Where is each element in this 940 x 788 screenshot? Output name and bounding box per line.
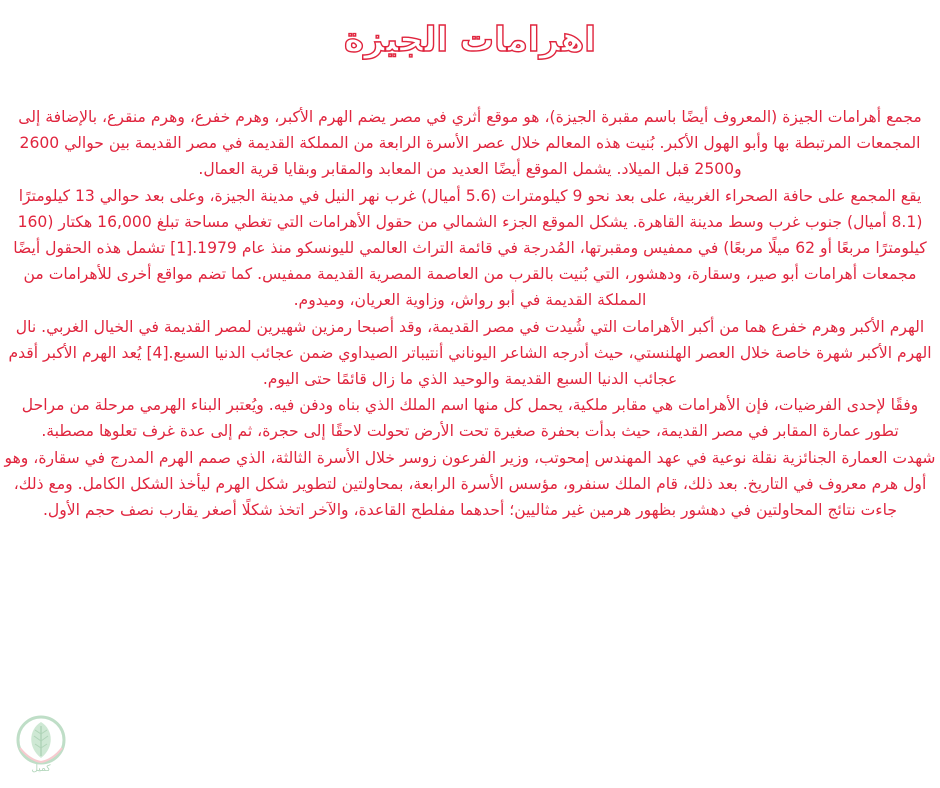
paragraph-great-pyramid: الهرم الأكبر وهرم خفرع هما من أكبر الأهرامات التي شُيدت في مصر القديمة، وقد أصبحا رمزين شهيرين لمصر القديمة في الخيال الغربي. نال الهرم الأكبر شهرة خاصة خلال العصر الهلنستي، حيث أدرجه الشاعر اليوناني أنتيباتر الصيداوي ضمن عجائب الدنيا السبع.[4] يُعد الهرم الأكبر أقدم عجائب الدنيا السبع القديمة والوحيد الذي ما زال قائمًا حتى اليوم. [8,317,932,389]
paragraph-location: يقع المجمع على حافة الصحراء الغربية، على بعد نحو 9 كيلومترات (5.6 أميال) غرب نهر النيل في مدينة الجيزة، وعلى بعد حوالي 13 كيلومترًا (8.1 أميال) جنوب غرب وسط مدينة القاهرة. يشكل الموقع الجزء الشمالي من حقول الأهرامات التي تغطي مساحة تبلغ 16,000 هكتار (160 كيلومترًا مربعًا أو 62 ميلًا مربعًا) في ممفيس ومقبرتها، المُدرجة في قائمة التراث العالمي لليونسكو منذ عام 1979.[1] تشمل هذه الحقول أيضًا مجمعات أهرامات أبو صير، وسقارة، ودهشور، التي بُنيت بالقرب من العاصمة المصرية القديمة ممفيس. كما تضم مواقع أخرى للأهرامات من المملكة القديمة في أبو رواش، وزاوية العريان، وميدوم. [13,186,927,310]
leaf-emblem-icon [6,714,76,766]
article-body [4,104,936,523]
watermark-logo [6,714,76,782]
paragraph-tombs-hypothesis: وفقًا لإحدى الفرضيات، فإن الأهرامات هي مقابر ملكية، يحمل كل منها اسم الملك الذي بناه ودفن فيه. ويُعتبر البناء الهرمي مرحلة من مراحل تطور عمارة المقابر في مصر القديمة، حيث بدأت بحفرة صغيرة تحت الأرض تحولت لاحقًا إلى حجرة، ثم إلى عدة غرف تعلوها مصطبة. [21,396,919,441]
watermark-text: كميل [31,764,51,774]
paragraph-architecture: شهدت العمارة الجنائزية نقلة نوعية في عهد المهندس إمحوتب، وزير الفرعون زوسر خلال الأسرة الثالثة، الذي صمم الهرم المدرج في سقارة، وهو أول هرم معروف في التاريخ. بعد ذلك، قام الملك سنفرو، مؤسس الأسرة الرابعة، بمحاولتين لتطوير شكل الهرم ليأخذ الشكل الكامل. ومع ذلك، جاءت نتائج المحاولتين في دهشور بظهور هرمين غير مثاليين؛ أحدهما مفلطح القاعدة، والآخر اتخذ شكلًا أصغر يقارب نصف حجم الأول. [4,448,936,520]
page-title: اهرامات الجيزة [344,20,596,60]
paragraph-intro: مجمع أهرامات الجيزة (المعروف أيضًا باسم مقبرة الجيزة)، هو موقع أثري في مصر يضم الهرم الأكبر، وهرم خفرع، وهرم منقرع، بالإضافة إلى المجمعات المرتبطة بها وأبو الهول الأكبر. بُنيت هذه المعالم خلال عصر الأسرة الرابعة من المملكة القديمة في مصر القديمة بين حوالي 2600 و2500 قبل الميلاد. يشمل الموقع أيضًا العديد من المعابد والمقابر وبقايا قرية العمال. [18,108,922,179]
